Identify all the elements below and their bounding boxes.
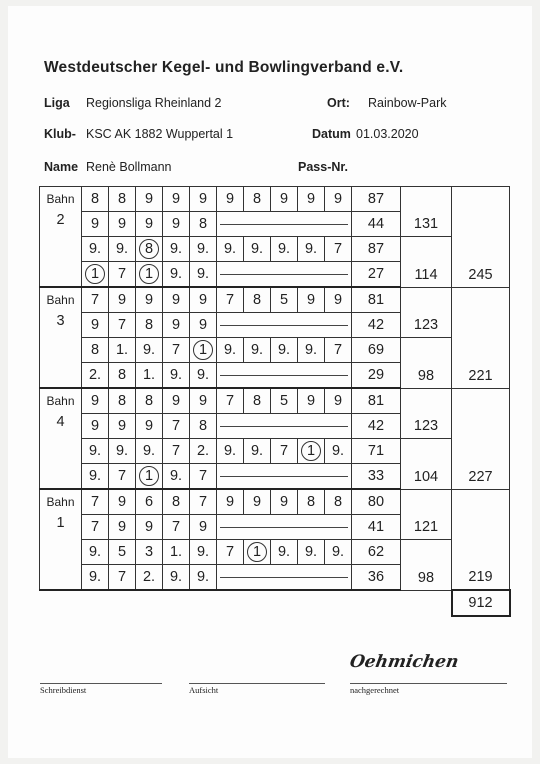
throw-cell: 2. xyxy=(136,565,163,591)
subtotal: 98 xyxy=(401,540,452,591)
name-value: Renè Bollmann xyxy=(86,160,172,174)
strike-line-cell xyxy=(217,212,352,237)
pass-nr-label: Pass-Nr. xyxy=(298,160,349,174)
score-row xyxy=(40,287,510,313)
score-row xyxy=(40,187,510,212)
throw-cell: 9. xyxy=(163,363,190,389)
throw-cell: 8 xyxy=(109,187,136,212)
throw-cell: 7 xyxy=(217,287,244,313)
bahn-total: 245 xyxy=(452,187,510,288)
bahn-number: 3 xyxy=(56,313,65,329)
bahn-cell xyxy=(40,187,82,288)
throw-cell: 9. xyxy=(298,338,325,363)
throw-cell: 9. xyxy=(190,237,217,262)
throw-cell: 5 xyxy=(271,287,298,313)
row-sum: 71 xyxy=(352,439,401,464)
bahn-label: Bahn xyxy=(46,293,75,307)
throw-cell: 9 xyxy=(163,187,190,212)
aufsicht-label: Aufsicht xyxy=(189,685,219,695)
bahn-label: Bahn xyxy=(46,192,75,206)
strike-line-cell xyxy=(217,414,352,439)
bahn-number: 2 xyxy=(56,212,65,228)
throw-cell: 8 xyxy=(244,287,271,313)
strike-line-cell xyxy=(217,464,352,490)
circled-throw: 1 xyxy=(139,264,159,284)
row-sum: 80 xyxy=(352,489,401,515)
row-sum: 44 xyxy=(352,212,401,237)
throw-cell: 9 xyxy=(82,212,109,237)
throw-cell: 9 xyxy=(163,388,190,414)
klub-value: KSC AK 1882 Wuppertal 1 xyxy=(86,127,234,141)
throw-cell: 7 xyxy=(109,565,136,591)
throw-cell: 5 xyxy=(271,388,298,414)
throw-cell xyxy=(244,540,271,565)
throw-cell: 9. xyxy=(163,237,190,262)
throw-cell: 9. xyxy=(163,565,190,591)
throw-cell: 9 xyxy=(109,287,136,313)
strike-line-cell xyxy=(217,565,352,591)
row-sum: 81 xyxy=(352,388,401,414)
throw-cell: 7 xyxy=(109,464,136,490)
circled-throw: 1 xyxy=(301,441,321,461)
throw-cell: 9 xyxy=(244,489,271,515)
subtotal: 114 xyxy=(401,237,452,288)
throw-cell: 8 xyxy=(190,414,217,439)
throw-cell: 7 xyxy=(82,489,109,515)
subtotal: 121 xyxy=(401,489,452,540)
grand-total: 912 xyxy=(452,590,510,616)
row-sum: 27 xyxy=(352,262,401,288)
bahn-number: 1 xyxy=(56,515,65,531)
throw-cell: 7 xyxy=(217,540,244,565)
throw-cell: 8 xyxy=(163,489,190,515)
schreibdienst-line xyxy=(40,683,162,684)
throw-cell: 7 xyxy=(109,262,136,288)
datum-label: Datum xyxy=(312,127,351,141)
klub-label: Klub- xyxy=(44,127,76,141)
bahn-label: Bahn xyxy=(46,495,75,509)
throw-cell: 9. xyxy=(190,262,217,288)
throw-cell: 9. xyxy=(136,439,163,464)
throw-cell: 5 xyxy=(109,540,136,565)
throw-cell: 7 xyxy=(82,287,109,313)
throw-cell: 9. xyxy=(136,338,163,363)
throw-cell: 7 xyxy=(217,388,244,414)
throw-cell: 9. xyxy=(298,237,325,262)
throw-cell: 9 xyxy=(271,187,298,212)
throw-cell: 9 xyxy=(163,287,190,313)
signature: Oehmichen xyxy=(348,652,461,672)
row-sum: 62 xyxy=(352,540,401,565)
ort-label: Ort: xyxy=(327,96,350,110)
ort-value: Rainbow-Park xyxy=(368,96,447,110)
throw-cell: 7 xyxy=(163,439,190,464)
throw-cell: 9 xyxy=(190,187,217,212)
throw-cell: 7 xyxy=(190,489,217,515)
bahn-cell xyxy=(40,489,82,590)
throw-cell: 7 xyxy=(163,338,190,363)
throw-cell: 9. xyxy=(109,237,136,262)
throw-cell: 9. xyxy=(82,464,109,490)
strike-line-cell xyxy=(217,313,352,338)
throw-cell: 9 xyxy=(109,515,136,540)
nachgerechnet-line xyxy=(350,683,507,684)
score-row xyxy=(40,489,510,515)
subtotal: 123 xyxy=(401,388,452,439)
throw-cell: 8 xyxy=(298,489,325,515)
row-sum: 69 xyxy=(352,338,401,363)
throw-cell: 9 xyxy=(109,212,136,237)
throw-cell: 9 xyxy=(82,414,109,439)
throw-cell: 8 xyxy=(325,489,352,515)
bahn-total: 219 xyxy=(452,489,510,590)
liga-value: Regionsliga Rheinland 2 xyxy=(86,96,222,110)
row-sum: 36 xyxy=(352,565,401,591)
throw-cell: 9. xyxy=(298,540,325,565)
throw-cell: 8 xyxy=(82,338,109,363)
throw-cell: 8 xyxy=(136,388,163,414)
bahn-cell xyxy=(40,287,82,388)
throw-cell: 9. xyxy=(271,237,298,262)
throw-cell: 9 xyxy=(325,287,352,313)
throw-cell: 9 xyxy=(136,414,163,439)
grand-total-row xyxy=(40,590,510,616)
throw-cell: 7 xyxy=(325,237,352,262)
throw-cell: 9. xyxy=(190,565,217,591)
throw-cell: 9. xyxy=(244,439,271,464)
throw-cell: 9 xyxy=(298,187,325,212)
score-table xyxy=(39,186,511,617)
throw-cell: 8 xyxy=(109,388,136,414)
throw-cell xyxy=(190,338,217,363)
aufsicht-line xyxy=(189,683,325,684)
throw-cell: 9. xyxy=(82,237,109,262)
throw-cell xyxy=(298,439,325,464)
throw-cell: 8 xyxy=(190,212,217,237)
throw-cell xyxy=(136,262,163,288)
throw-cell: 9. xyxy=(271,540,298,565)
page-title: Westdeutscher Kegel- und Bowlingverband e.V. xyxy=(44,59,404,76)
throw-cell: 7 xyxy=(109,313,136,338)
circled-throw: 1 xyxy=(247,542,267,562)
row-sum: 33 xyxy=(352,464,401,490)
throw-cell: 2. xyxy=(190,439,217,464)
subtotal: 123 xyxy=(401,287,452,338)
throw-cell: 9 xyxy=(190,287,217,313)
circled-throw: 1 xyxy=(85,264,105,284)
row-sum: 42 xyxy=(352,313,401,338)
row-sum: 81 xyxy=(352,287,401,313)
throw-cell: 9. xyxy=(82,565,109,591)
throw-cell: 9 xyxy=(298,388,325,414)
throw-cell: 3 xyxy=(136,540,163,565)
bahn-number: 4 xyxy=(56,414,65,430)
throw-cell: 6 xyxy=(136,489,163,515)
throw-cell: 9 xyxy=(163,212,190,237)
throw-cell: 7 xyxy=(163,414,190,439)
throw-cell: 9. xyxy=(325,439,352,464)
throw-cell: 9 xyxy=(217,489,244,515)
subtotal: 131 xyxy=(401,187,452,237)
throw-cell: 9 xyxy=(136,212,163,237)
throw-cell: 9. xyxy=(82,439,109,464)
throw-cell: 8 xyxy=(136,313,163,338)
throw-cell: 9 xyxy=(82,388,109,414)
score-row xyxy=(40,439,510,464)
throw-cell: 8 xyxy=(244,388,271,414)
name-label: Name xyxy=(44,160,79,174)
score-row xyxy=(40,388,510,414)
throw-cell xyxy=(136,237,163,262)
throw-cell: 7 xyxy=(271,439,298,464)
throw-cell: 9 xyxy=(271,489,298,515)
throw-cell: 8 xyxy=(109,363,136,389)
circled-throw: 8 xyxy=(139,239,159,259)
schreibdienst-label: Schreibdienst xyxy=(40,685,87,695)
throw-cell: 9. xyxy=(190,540,217,565)
throw-cell: 9. xyxy=(109,439,136,464)
bahn-cell xyxy=(40,388,82,489)
bahn-total: 227 xyxy=(452,388,510,489)
throw-cell: 9. xyxy=(163,262,190,288)
strike-line-cell xyxy=(217,262,352,288)
throw-cell xyxy=(136,464,163,490)
subtotal: 98 xyxy=(401,338,452,389)
throw-cell: 9 xyxy=(109,489,136,515)
nachgerechnet-label: nachgerechnet xyxy=(350,685,400,695)
row-sum: 41 xyxy=(352,515,401,540)
throw-cell: 9. xyxy=(325,540,352,565)
throw-cell: 9. xyxy=(163,464,190,490)
throw-cell: 9. xyxy=(244,237,271,262)
throw-cell: 7 xyxy=(190,464,217,490)
row-sum: 29 xyxy=(352,363,401,389)
bahn-total: 221 xyxy=(452,287,510,388)
throw-cell: 9 xyxy=(163,313,190,338)
throw-cell: 9 xyxy=(325,388,352,414)
score-row xyxy=(40,237,510,262)
throw-cell: 9. xyxy=(190,363,217,389)
row-sum: 87 xyxy=(352,187,401,212)
blank-space xyxy=(40,590,452,616)
datum-value: 01.03.2020 xyxy=(356,127,419,141)
throw-cell: 9 xyxy=(136,515,163,540)
circled-throw: 1 xyxy=(193,340,213,360)
throw-cell: 8 xyxy=(244,187,271,212)
throw-cell xyxy=(82,262,109,288)
throw-cell: 9. xyxy=(217,237,244,262)
throw-cell: 9. xyxy=(217,338,244,363)
throw-cell: 9 xyxy=(136,287,163,313)
throw-cell: 7 xyxy=(163,515,190,540)
throw-cell: 9 xyxy=(109,414,136,439)
throw-cell: 9 xyxy=(298,287,325,313)
throw-cell: 1. xyxy=(163,540,190,565)
throw-cell: 9. xyxy=(217,439,244,464)
strike-line-cell xyxy=(217,363,352,389)
throw-cell: 9 xyxy=(190,313,217,338)
throw-cell: 9 xyxy=(136,187,163,212)
throw-cell: 9 xyxy=(325,187,352,212)
throw-cell: 1. xyxy=(136,363,163,389)
throw-cell: 7 xyxy=(82,515,109,540)
score-row xyxy=(40,338,510,363)
throw-cell: 9 xyxy=(190,388,217,414)
bahn-label: Bahn xyxy=(46,394,75,408)
row-sum: 87 xyxy=(352,237,401,262)
score-row xyxy=(40,540,510,565)
strike-line-cell xyxy=(217,515,352,540)
circled-throw: 1 xyxy=(139,466,159,486)
throw-cell: 9. xyxy=(244,338,271,363)
throw-cell: 9 xyxy=(190,515,217,540)
row-sum: 42 xyxy=(352,414,401,439)
throw-cell: 9 xyxy=(82,313,109,338)
throw-cell: 1. xyxy=(109,338,136,363)
liga-label: Liga xyxy=(44,96,70,110)
throw-cell: 2. xyxy=(82,363,109,389)
throw-cell: 9 xyxy=(217,187,244,212)
throw-cell: 7 xyxy=(325,338,352,363)
throw-cell: 8 xyxy=(82,187,109,212)
throw-cell: 9. xyxy=(271,338,298,363)
subtotal: 104 xyxy=(401,439,452,490)
throw-cell: 9. xyxy=(82,540,109,565)
